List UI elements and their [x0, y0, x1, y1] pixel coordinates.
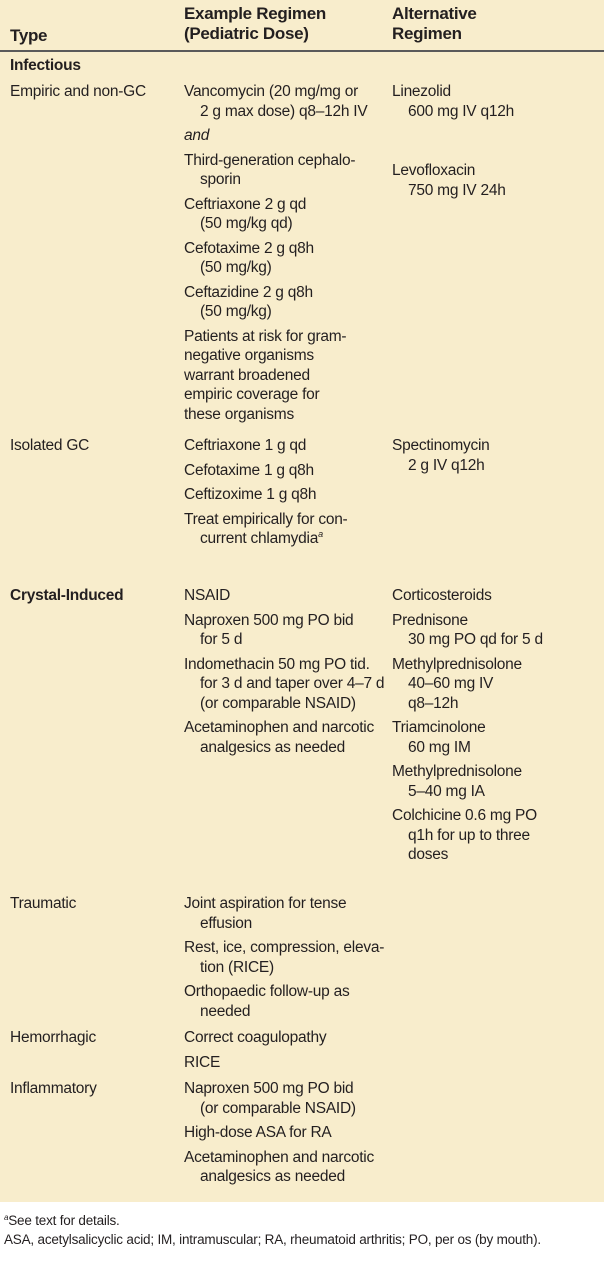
entry-line	[184, 674, 384, 694]
entry-text: Cefotaxime 2 g q8h	[184, 239, 314, 257]
entry-text: q8–12h	[408, 694, 459, 712]
regimen-entry	[184, 611, 384, 650]
entry-text: (50 mg/kg)	[200, 259, 272, 276]
regimen-entry	[184, 327, 367, 425]
entry-text: Indomethacin 50 mg PO tid.	[184, 655, 370, 673]
entry-line	[184, 82, 367, 102]
entry-line	[392, 630, 543, 650]
entry-text: doses	[408, 846, 449, 863]
entry-line	[184, 170, 367, 190]
entry-text: Rest, ice, compression, eleva-	[184, 939, 385, 956]
entry-line	[184, 718, 384, 738]
entry-text: Corticosteroids	[392, 587, 492, 604]
entry-text: 30 mg PO qd for 5 d	[408, 631, 543, 648]
entry-line	[392, 611, 543, 631]
footnote-marker: a	[318, 529, 323, 539]
entry-line	[392, 738, 543, 758]
row-type: Inflammatory	[10, 1080, 97, 1097]
entry-line	[184, 630, 384, 650]
entry-text: Linezolid	[392, 83, 451, 100]
entry-line	[184, 1002, 384, 1022]
entry-line	[184, 151, 367, 171]
entry-line	[184, 738, 384, 758]
alternative-column	[392, 82, 514, 205]
alternative-entry	[392, 586, 543, 606]
entry-line	[392, 762, 543, 782]
entry-text: Vancomycin (20 mg/mg or	[184, 83, 358, 100]
entry-text: current chlamydia	[200, 530, 319, 547]
entry-line	[392, 181, 514, 201]
header-type: Type	[10, 26, 48, 45]
entry-text: these organisms	[184, 405, 294, 423]
entry-line	[184, 302, 367, 322]
entry-text: Orthopaedic follow-up as	[184, 983, 350, 1000]
entry-line	[184, 914, 384, 934]
entry-line	[184, 461, 347, 481]
regimen-entry	[184, 283, 367, 322]
regimen-entry	[184, 938, 384, 977]
entry-line	[392, 655, 543, 675]
row-type: Crystal-Induced	[10, 587, 124, 604]
header-regimen-line2: (Pediatric Dose)	[184, 24, 309, 43]
entry-text: q1h for up to three	[408, 826, 530, 844]
alternative-entry	[392, 718, 543, 757]
regimen-entry	[184, 1079, 374, 1118]
entry-text: Ceftizoxime 1 g q8h	[184, 486, 317, 503]
entry-text: negative organisms	[184, 347, 314, 364]
entry-line	[184, 694, 384, 714]
entry-line	[184, 1028, 326, 1048]
entry-text: tion (RICE)	[200, 958, 274, 976]
entry-text: warrant broadened	[184, 366, 310, 384]
entry-line	[184, 938, 384, 958]
entry-line	[184, 510, 347, 530]
entry-line	[184, 385, 367, 405]
entry-text: Spectinomycin	[392, 437, 490, 454]
entry-text: 750 mg IV 24h	[408, 181, 506, 199]
alternative-entry	[392, 806, 543, 865]
regimen-entry	[184, 436, 347, 456]
alternative-entry	[392, 82, 514, 121]
regimen-column	[184, 82, 367, 429]
alternative-entry	[392, 611, 543, 650]
regimen-entry	[184, 982, 384, 1021]
entry-line	[392, 806, 543, 826]
entry-text: effusion	[200, 914, 253, 932]
entry-line	[392, 782, 543, 802]
entry-line	[392, 586, 543, 606]
entry-text: 2 g IV q12h	[408, 456, 485, 474]
row-type: Traumatic	[10, 895, 77, 912]
alternative-entry	[392, 126, 514, 156]
entry-text: 60 mg IM	[408, 738, 471, 756]
regimen-column	[184, 1079, 374, 1192]
entry-line	[184, 239, 367, 259]
entry-text: RICE	[184, 1053, 221, 1071]
entry-text: Prednisone	[392, 611, 468, 629]
entry-line	[184, 1079, 374, 1099]
regimen-column	[184, 1028, 326, 1077]
regimen-entry	[184, 586, 384, 606]
entry-text: Levofloxacin	[392, 162, 476, 179]
entry-line	[184, 346, 367, 366]
entry-line	[184, 366, 367, 386]
regimen-entry	[184, 1053, 326, 1073]
regimen-entry	[184, 126, 367, 146]
entry-line	[184, 283, 367, 303]
entry-line	[184, 586, 384, 606]
regimen-entry	[184, 195, 367, 234]
entry-line	[392, 845, 543, 865]
entry-line	[184, 611, 384, 631]
footnotes	[4, 1211, 541, 1249]
footnote-a: $^a$See text for details.	[4, 1213, 120, 1228]
entry-line	[184, 126, 367, 146]
row-type: Hemorrhagic	[10, 1029, 96, 1046]
alternative-entry	[392, 655, 543, 714]
entry-line	[392, 826, 543, 846]
entry-line	[392, 694, 543, 714]
entry-line	[184, 958, 384, 978]
entry-line	[184, 1053, 326, 1073]
entry-line	[184, 102, 367, 122]
entry-text: needed	[200, 1002, 251, 1020]
entry-text: Acetaminophen and narcotic	[184, 719, 374, 736]
regimen-entry	[184, 655, 384, 714]
entry-text: Third-generation cephalo-	[184, 151, 356, 169]
entry-line	[184, 1099, 374, 1119]
regimen-entry	[184, 485, 347, 505]
alternative-entry	[392, 161, 514, 200]
entry-line	[392, 718, 543, 738]
regimen-entry	[184, 82, 367, 121]
entry-text: sporin	[200, 171, 241, 188]
entry-text: High-dose ASA for RA	[184, 1124, 332, 1141]
entry-text: Ceftriaxone 1 g qd	[184, 437, 307, 454]
entry-line	[392, 674, 543, 694]
entry-line	[184, 1123, 374, 1143]
entry-text: Methylprednisolone	[392, 763, 522, 780]
entry-line	[184, 195, 367, 215]
entry-line	[184, 982, 384, 1002]
entry-text: Ceftriaxone 2 g qd	[184, 195, 307, 213]
entry-text: Colchicine 0.6 mg PO	[392, 807, 537, 824]
entry-text: Naproxen 500 mg PO bid	[184, 1080, 354, 1097]
entry-line	[392, 161, 514, 181]
regimen-column	[184, 436, 347, 554]
entry-text: analgesics as needed	[200, 738, 345, 756]
entry-text: Correct coagulopathy	[184, 1029, 327, 1046]
regimen-column	[184, 894, 384, 1026]
entry-line	[184, 485, 347, 505]
entry-text: 5–40 mg IA	[408, 782, 485, 800]
entry-text: empiric coverage for	[184, 386, 320, 403]
header-alternative-line2: Regimen	[392, 24, 462, 43]
regimen-column	[184, 586, 384, 762]
entry-text: for 3 d and taper over 4–7 d	[200, 675, 385, 692]
entry-text: (or comparable NSAID)	[200, 1099, 356, 1117]
entry-text: Methylprednisolone	[392, 655, 522, 673]
entry-line	[184, 436, 347, 456]
entry-text: (or comparable NSAID)	[200, 694, 356, 712]
regimen-entry	[184, 718, 384, 757]
entry-text: Treat empirically for con-	[184, 510, 348, 528]
entry-text: Ceftazidine 2 g q8h	[184, 283, 313, 301]
regimen-entry	[184, 151, 367, 190]
entry-line	[184, 1167, 374, 1187]
entry-text: 40–60 mg IV	[408, 675, 494, 692]
entry-line	[184, 529, 347, 549]
entry-text: (50 mg/kg)	[200, 303, 272, 320]
entry-text: Acetaminophen and narcotic	[184, 1148, 374, 1166]
entry-line	[184, 1148, 374, 1168]
entry-text: Triamcinolone	[392, 719, 486, 736]
regimen-entry	[184, 1123, 374, 1143]
alternative-column	[392, 436, 490, 480]
entry-text: Naproxen 500 mg PO bid	[184, 611, 354, 629]
entry-text: NSAID	[184, 587, 231, 604]
entry-line	[392, 456, 490, 476]
entry-text: Cefotaxime 1 g q8h	[184, 461, 314, 479]
entry-text: for 5 d	[200, 631, 243, 648]
row-type: Isolated GC	[10, 437, 90, 454]
entry-text: and	[184, 127, 210, 144]
footnote-abbreviations: ASA, acetylsalicyclic acid; IM, intramuscular; RA, rheumatoid arthritis; PO, per os (by mouth).	[4, 1232, 541, 1247]
entry-line	[184, 214, 367, 234]
alternative-column	[392, 586, 543, 870]
entry-text: Joint aspiration for tense	[184, 895, 347, 912]
row-type: Empiric and non-GC	[10, 83, 146, 100]
header-divider	[0, 50, 604, 52]
entry-text: analgesics as needed	[200, 1168, 345, 1185]
regimen-entry	[184, 1148, 374, 1187]
regimen-entry	[184, 894, 384, 933]
header-regimen-line1: Example Regimen	[184, 4, 326, 23]
entry-text: Patients at risk for gram-	[184, 327, 347, 345]
regimen-entry	[184, 510, 347, 549]
row-type: Infectious	[10, 57, 81, 74]
regimen-entry	[184, 239, 367, 278]
header-alternative-line1: Alternative	[392, 4, 477, 23]
alternative-entry	[392, 762, 543, 801]
regimen-entry	[184, 461, 347, 481]
entry-text: 600 mg IV q12h	[408, 102, 514, 120]
entry-text: (50 mg/kg qd)	[200, 215, 293, 232]
alternative-entry	[392, 436, 490, 475]
entry-line	[184, 405, 367, 425]
entry-text: 2 g max dose) q8–12h IV	[200, 102, 368, 120]
entry-line	[184, 327, 367, 347]
entry-line	[184, 655, 384, 675]
entry-line	[184, 894, 384, 914]
entry-line	[184, 258, 367, 278]
entry-line	[392, 102, 514, 122]
entry-line	[392, 436, 490, 456]
entry-line	[392, 82, 514, 102]
regimen-entry	[184, 1028, 326, 1048]
